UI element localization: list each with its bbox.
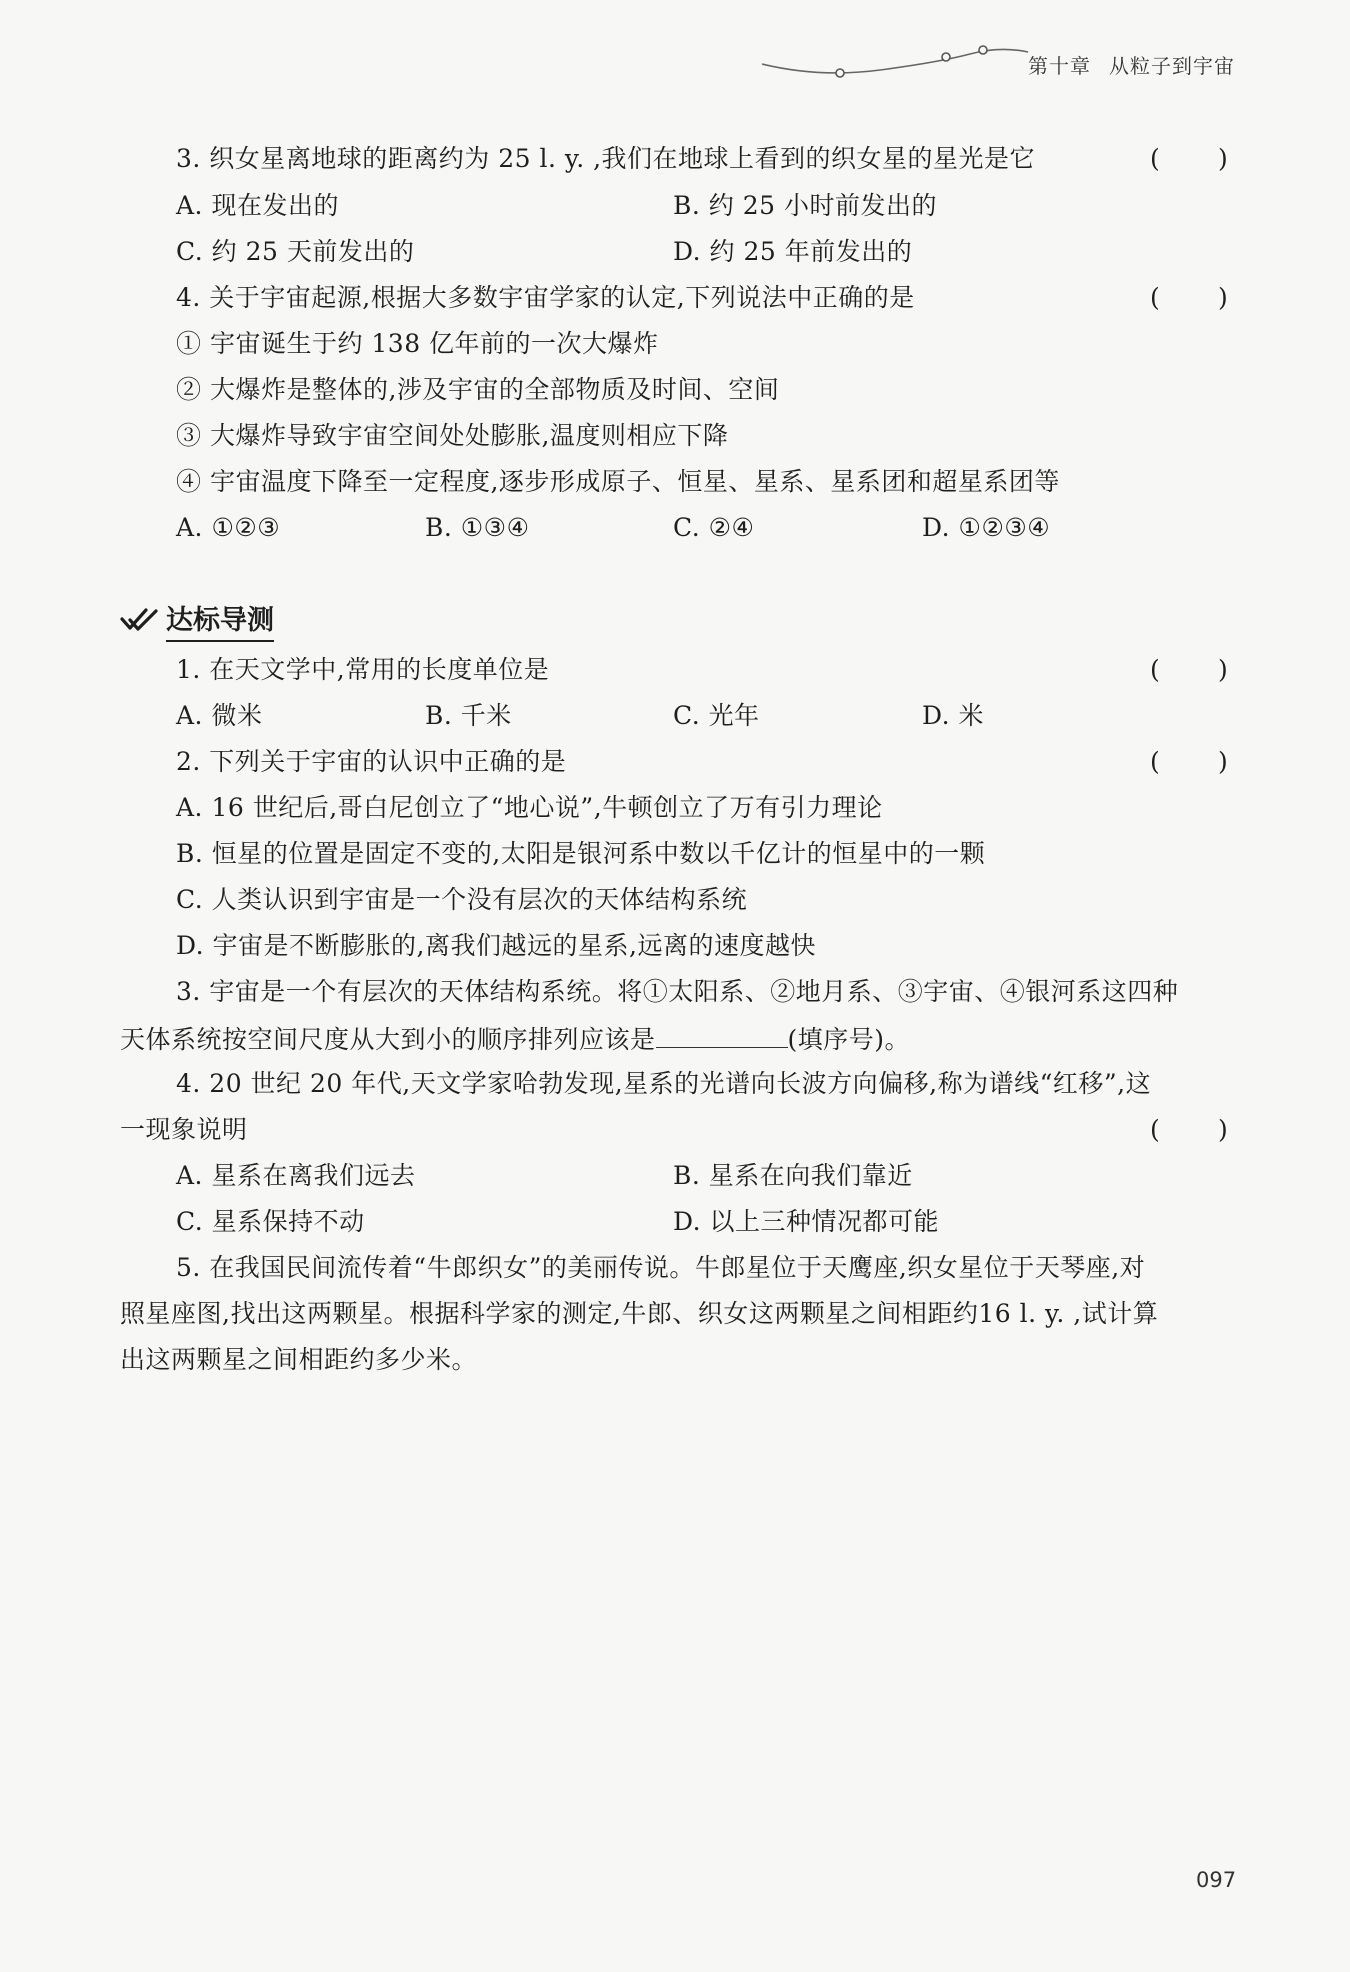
option-b: B. 约 25 小时前发出的: [673, 191, 937, 220]
question-4-stem: 4. 关于宇宙起源,根据大多数宇宙学家的认定,下列说法中正确的是: [176, 283, 915, 312]
statement-2: ② 大爆炸是整体的,涉及宇宙的全部物质及时间、空间: [176, 375, 780, 404]
option-d: D. 宇宙是不断膨胀的,离我们越远的星系,远离的速度越快: [176, 931, 816, 960]
option-d: D. ①②③④: [922, 513, 1051, 542]
page-number: 097: [1196, 1868, 1237, 1892]
option-a: A. 16 世纪后,哥白尼创立了“地心说”,牛顿创立了万有引力理论: [176, 793, 883, 822]
option-b: B. 恒星的位置是固定不变的,太阳是银河系中数以千亿计的恒星中的一颗: [176, 839, 986, 868]
option-a: A. ①②③: [176, 513, 281, 542]
question-5-line-2: 照星座图,找出这两颗星。根据科学家的测定,牛郎、织女这两颗星之间相距约16 l. y. ,试计算: [120, 1299, 1159, 1328]
option-d: D. 米: [922, 701, 985, 730]
question-5-line-1: 5. 在我国民间流传着“牛郎织女”的美丽传说。牛郎星位于天鹰座,织女星位于天琴座,对: [176, 1253, 1146, 1282]
option-d: D. 约 25 年前发出的: [673, 237, 913, 266]
option-c: C. 星系保持不动: [176, 1207, 365, 1236]
chapter-title: 从粒子到宇宙: [1109, 54, 1235, 78]
header-wave-decoration: [760, 40, 1030, 90]
option-a: A. 星系在离我们远去: [176, 1161, 416, 1190]
question-4-line-2: 一现象说明: [120, 1115, 248, 1144]
question-1-stem: 1. 在天文学中,常用的长度单位是: [176, 655, 550, 684]
option-a: A. 现在发出的: [176, 191, 339, 220]
statement-3: ③ 大爆炸导致宇宙空间处处膨胀,温度则相应下降: [176, 421, 729, 450]
question-3-stem: 3. 织女星离地球的距离约为 25 l. y. ,我们在地球上看到的织女星的星光是它: [176, 144, 1036, 173]
option-b: B. ①③④: [425, 513, 530, 542]
fill-in-blank[interactable]: [656, 1021, 788, 1048]
statement-1: ① 宇宙诞生于约 138 亿年前的一次大爆炸: [176, 329, 659, 358]
option-c: C. 约 25 天前发出的: [176, 237, 415, 266]
question-2-stem: 2. 下列关于宇宙的认识中正确的是: [176, 747, 567, 776]
statement-4: ④ 宇宙温度下降至一定程度,逐步形成原子、恒星、星系、星系团和超星系团等: [176, 467, 1060, 496]
question-3-line-1: 3. 宇宙是一个有层次的天体结构系统。将①太阳系、②地月系、③宇宙、④银河系这四种: [176, 977, 1179, 1006]
chapter-number: 第十章: [1028, 54, 1091, 78]
option-b: B. 星系在向我们靠近: [673, 1161, 913, 1190]
section-title: 达标导测: [166, 603, 274, 642]
question-3-line-2: 天体系统按空间尺度从大到小的顺序排列应该是 (填序号)。: [120, 1021, 910, 1057]
workbook-page: 第十章 从粒子到宇宙 3. 织女星离地球的距离约为 25 l. y. ,我们在地球上看到的织女星的星光是它 ( ) A. 现在发出的 B. 约 25 小时前发出的 C. 约 25 天前发出的 D. 约 25 年前发出的 4. 关于宇宙起源,根据大多数宇宙学家的认定,下列说法中正确的是 ( ) ① 宇宙诞生于约 138 亿年前的一次大爆炸 ② 大爆炸是整体的,涉及宇宙的全部物质及时间、空间 ③ 大爆炸导致宇宙空间处处膨胀,温度则相应下降 ④ 宇宙温度下降至一定程度,逐步形成原子、恒星、星系、星系团和超星系团等 A. ①②③ B. ①③④ C. ②④ D. ①②③④ 达标导测 1. 在天文学中,常用的长度单位是 ( ) A. 微米 B. 千米 C. 光年 D. 米 2. 下列关于宇宙的认识中正确的是 ( ) A. 16 世纪后,哥白尼创立了“地心说”,牛顿创立了万有引力理论 B. 恒星的位置是固定不变的,太阳是银河系中数以千亿计的恒星中的一颗 C. 人类认识到宇宙是一个没有层次的天体结构系统 D. 宇宙是不断膨胀的,离我们越远的星系,远离的速度越快 3. 宇宙是一个有层次的天体结构系统。将①太阳系、②地月系、③宇宙、④银河系这四种 天体系统按空间尺度从大到小的顺序排列应该是 (填序号)。 4. 20 世纪 20 年代,天文学家哈勃发现,星系的光谱向长波方向偏移,称为谱线“红移”,这 一现象说明 ( ) A. 星系在离我们远去 B. 星系在向我们靠近 C. 星系保持不动 D. 以上三种情况都可能 5. 在我国民间流传着“牛郎织女”的美丽传说。牛郎星位于天鹰座,织女星位于天琴座,对 照星座图,找出这两颗星。根据科学家的测定,牛郎、织女这两颗星之间相距约16 l. y. ,试计算 出这两颗星之间相距约多少米。 097: [0, 0, 1350, 1972]
double-check-icon: [120, 607, 160, 635]
question-4-line-1: 4. 20 世纪 20 年代,天文学家哈勃发现,星系的光谱向长波方向偏移,称为谱线“红移”,这: [176, 1069, 1152, 1098]
option-c: C. 人类认识到宇宙是一个没有层次的天体结构系统: [176, 885, 748, 914]
question-5-line-3: 出这两颗星之间相距约多少米。: [120, 1345, 478, 1374]
option-b: B. 千米: [425, 701, 512, 730]
option-d: D. 以上三种情况都可能: [673, 1207, 940, 1236]
option-c: C. 光年: [673, 701, 760, 730]
option-c: C. ②④: [673, 513, 755, 542]
option-a: A. 微米: [176, 701, 263, 730]
chapter-header: [1028, 50, 1235, 79]
